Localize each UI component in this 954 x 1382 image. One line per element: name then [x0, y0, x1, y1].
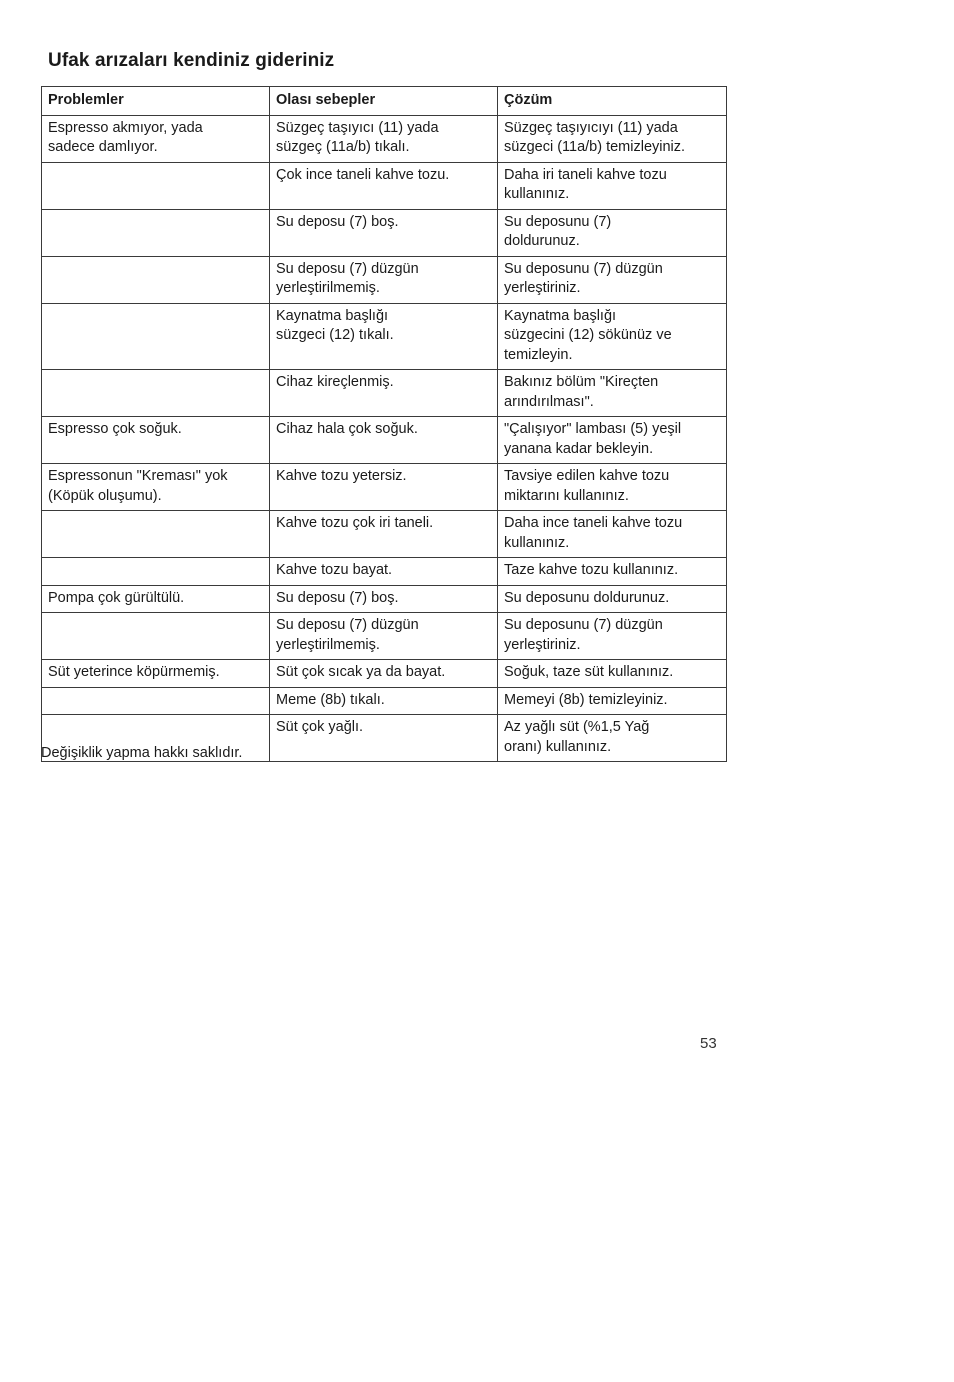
table-row — [42, 256, 727, 303]
problem-cell — [42, 558, 270, 586]
header-solution: Çözüm — [498, 87, 727, 116]
table-header-row — [42, 87, 727, 116]
solution-cell: Tavsiye edilen kahve tozu miktarını kullanınız. — [498, 464, 727, 511]
solution-cell: Soğuk, taze süt kullanınız. — [498, 660, 727, 688]
solution-cell: Bakınız bölüm "Kireçten arındırılması". — [498, 370, 727, 417]
table-row — [42, 209, 727, 256]
problem-cell: Espressonun "Kreması" yok (Köpük oluşumu). — [42, 464, 270, 511]
problem-cell: Pompa çok gürültülü. — [42, 585, 270, 613]
solution-cell: Daha ince taneli kahve tozu kullanınız. — [498, 511, 727, 558]
solution-cell: "Çalışıyor" lambası (5) yeşil yanana kadar bekleyin. — [498, 417, 727, 464]
problem-cell: Espresso akmıyor, yada sadece damlıyor. — [42, 115, 270, 162]
solution-cell: Süzgeç taşıyıcıyı (11) yada süzgeci (11a/b) temizleyiniz. — [498, 115, 727, 162]
problem-cell — [42, 613, 270, 660]
cause-cell: Su deposu (7) boş. — [270, 585, 498, 613]
problem-cell: Espresso çok soğuk. — [42, 417, 270, 464]
problem-cell — [42, 256, 270, 303]
problem-cell — [42, 511, 270, 558]
table-row — [42, 511, 727, 558]
table-row — [42, 660, 727, 688]
table-row — [42, 303, 727, 370]
cause-cell: Kaynatma başlığı süzgeci (12) tıkalı. — [270, 303, 498, 370]
header-problems: Problemler — [42, 87, 270, 116]
cause-cell: Çok ince taneli kahve tozu. — [270, 162, 498, 209]
table-row — [42, 464, 727, 511]
problem-cell: Süt yeterince köpürmemiş. — [42, 660, 270, 688]
cause-cell: Cihaz hala çok soğuk. — [270, 417, 498, 464]
table-row — [42, 687, 727, 715]
problem-cell — [42, 687, 270, 715]
solution-cell: Su deposunu doldurunuz. — [498, 585, 727, 613]
footer-note: Değişiklik yapma hakkı saklıdır. — [41, 745, 243, 761]
cause-cell: Süt çok yağlı. — [270, 715, 498, 762]
cause-cell: Süzgeç taşıyıcı (11) yada süzgeç (11a/b) tıkalı. — [270, 115, 498, 162]
solution-cell: Su deposunu (7) düzgün yerleştiriniz. — [498, 613, 727, 660]
cause-cell: Su deposu (7) düzgün yerleştirilmemiş. — [270, 613, 498, 660]
problem-cell — [42, 162, 270, 209]
table-row — [42, 417, 727, 464]
table-row — [42, 162, 727, 209]
solution-cell: Su deposunu (7) doldurunuz. — [498, 209, 727, 256]
table-row — [42, 370, 727, 417]
table-row — [42, 115, 727, 162]
troubleshooting-table — [41, 86, 727, 762]
page-number: 53 — [700, 1035, 717, 1052]
problem-cell — [42, 370, 270, 417]
solution-cell: Su deposunu (7) düzgün yerleştiriniz. — [498, 256, 727, 303]
cause-cell: Süt çok sıcak ya da bayat. — [270, 660, 498, 688]
cause-cell: Cihaz kireçlenmiş. — [270, 370, 498, 417]
cause-cell: Kahve tozu çok iri taneli. — [270, 511, 498, 558]
cause-cell: Kahve tozu bayat. — [270, 558, 498, 586]
table-row — [42, 585, 727, 613]
cause-cell: Su deposu (7) boş. — [270, 209, 498, 256]
header-causes: Olası sebepler — [270, 87, 498, 116]
problem-cell — [42, 303, 270, 370]
solution-cell: Kaynatma başlığı süzgecini (12) sökünüz ve temizleyin. — [498, 303, 727, 370]
cause-cell: Su deposu (7) düzgün yerleştirilmemiş. — [270, 256, 498, 303]
problem-cell — [42, 209, 270, 256]
table-row — [42, 613, 727, 660]
cause-cell: Meme (8b) tıkalı. — [270, 687, 498, 715]
solution-cell: Memeyi (8b) temizleyiniz. — [498, 687, 727, 715]
cause-cell: Kahve tozu yetersiz. — [270, 464, 498, 511]
solution-cell: Daha iri taneli kahve tozu kullanınız. — [498, 162, 727, 209]
table-row — [42, 558, 727, 586]
solution-cell: Az yağlı süt (%1,5 Yağ oranı) kullanınız. — [498, 715, 727, 762]
page-title: Ufak arızaları kendiniz gideriniz — [48, 50, 335, 71]
solution-cell: Taze kahve tozu kullanınız. — [498, 558, 727, 586]
